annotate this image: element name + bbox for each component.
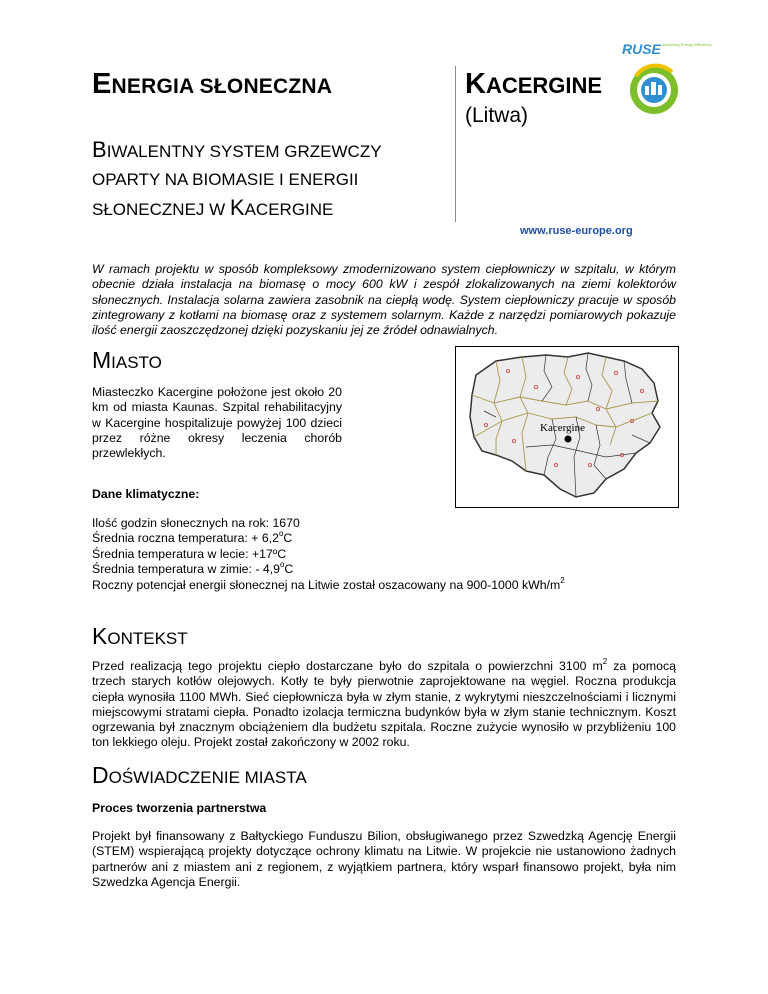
kontekst-paragraph: Przed realizacją tego projektu ciepło dostarczane było do szpitala o powierzchni 3100 $m^2$ za pomocą trzech starych kotłów olejowych. Kotły te były pierwotnie zaprojektowane na węgiel. Roczna produkcja ciepła wynosiła 1100 MWh. Sieć ciepłownicza była w złym stanie, z wykrytymi nieszczelnościami i licznymi miejscowymi stratami ciepła. Ponadto izolacja termiczna budynków była w złym stanie technicznym. Koszt ogrzewania był znacznym obciążeniem dla budżetu szpitala. Roczne zużycie wynosiło w przybliżeniu 100 ton lekkiego oleju. Projekt został zakończony w 2002 roku. (92, 656, 676, 750)
kacergine-marker (565, 436, 572, 443)
section-heading-doswiadczenie: DOŚWIADCZENIE MIASTA (92, 762, 307, 788)
logo-wordmark: RUSE (622, 41, 661, 57)
document-title: ENERGIA SŁONECZNA (92, 68, 333, 100)
website-link[interactable]: www.ruse-europe.org (520, 225, 633, 237)
climate-summer-temp: Średnia temperatura w lecie: +17ºC (92, 546, 287, 561)
climate-solar-potential: Roczny potencjał energii słonecznej na Litwie został oszacowany na 900-1000 kWh/$m^2$ (92, 575, 565, 592)
climate-heading: Dane klimatyczne: (92, 487, 200, 501)
intro-paragraph: W ramach projektu w sposób kompleksowy zmodernizowano system ciepłowniczy w szpitalu, w którym obecnie działa instalacja na biomasę o mocy 600 kW i zespół zlokalizowanych na ziemi kolektorów słonecznych. Instalacja solarna zawiera zasobnik na ciepłą wodę. System ciepłowniczy pracuje w sposób zintegrowany z kotłami na biomasę oraz z systemem solarnym. Każde z narzędzi pomiarowych pokazuje ilość energii zaoszczędzonej dzięki pozyskaniu jej ze źródeł odnawialnych. (92, 262, 676, 338)
section-heading-kontekst: KONTEKST (92, 623, 188, 649)
miasto-paragraph: Miasteczko Kacergine położone jest około 20 km od miasta Kaunas. Szpital rehabilitacyjny w Kacergine hospitalizuje powyżej 100 dzieci przez różne okresy leczenia chorób przewlekłych. (92, 385, 342, 461)
section-heading-miasto: MIASTO (92, 347, 162, 373)
ruse-logo (614, 40, 712, 120)
climate-sun-hours: Ilość godzin słonecznych na rok: 1670 (92, 516, 300, 530)
map-label-kacergine: Kacergine (540, 422, 585, 434)
partnership-heading: Proces tworzenia partnerstwa (92, 801, 267, 815)
partnership-paragraph: Projekt był finansowany z Bałtyckiego Funduszu Bilion, obsługiwanego przez Szwedzką Agencję Energii (STEM) wspierającą projekty dotyczące ochrony klimatu na Litwie. W projekcie nie ustanowiono żadnych partnerów ani z miastem ani z regionem, z wyjątkiem partnera, który wsparł finansowo projekt, była nim Szwedzka Agencja Energii. (92, 829, 676, 889)
country-name: (Litwa) (465, 104, 529, 127)
climate-data (92, 516, 565, 593)
logo-tagline: Improving Energy Efficiency (662, 42, 712, 47)
climate-winter-temp: Średnia temperatura w zimie: - 4,9$^o$C (92, 560, 294, 577)
document-subtitle: BIWALENTNY SYSTEM GRZEWCZY OPARTY NA BIOMASIE I ENERGII SŁONECZNEJ W KACERGINE (92, 137, 382, 220)
header-divider (455, 66, 456, 222)
city-name: KACERGINE (465, 68, 603, 100)
lithuania-map (455, 346, 679, 508)
climate-avg-temp: Średnia roczna temperatura: + $6,2^oC$ (92, 529, 293, 546)
